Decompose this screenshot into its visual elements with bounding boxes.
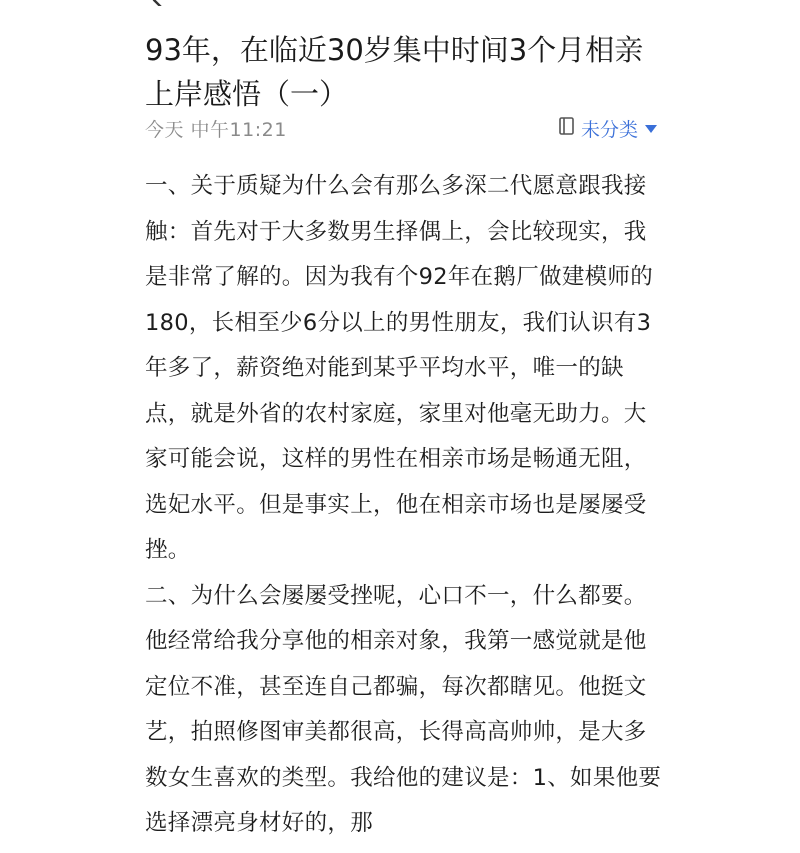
back-arrow-icon[interactable] (146, 0, 168, 6)
note-title: 93年，在临近30岁集中时间3个月相亲上岸感悟（一） (145, 33, 644, 111)
note-paragraph: 二、为什么会屡屡受挫呢，心口不一，什么都要。他经常给我分享他的相亲对象，我第一感觉就是他定位不准，甚至连自己都骗，每次都瞎见。他挺文艺，拍照修图审美都很高，长得高高帅帅，是大多数女生喜欢的类型。我给他的建议是：1、如果他要选择漂亮身材好的，那 (145, 582, 662, 836)
notebook-icon (558, 116, 576, 140)
note-body[interactable] (145, 164, 665, 847)
note-meta (145, 114, 657, 142)
category-selector[interactable] (558, 115, 657, 142)
note-paragraph: 一、关于质疑为什么会有那么多深二代愿意跟我接触：首先对于大多数男生择偶上，会比较现实，我是非常了解的。因为我有个92年在鹅厂做建模师的180，长相至少6分以上的男性朋友，我们认识有3年多了，薪资绝对能到某乎平均水平，唯一的缺点，就是外省的农村家庭，家里对他毫无助力。大家可能会说，这样的男性在相亲市场是畅通无阻，选妃水平。但是事实上，他在相亲市场也是屡屡受挫。 (145, 173, 654, 563)
chevron-down-icon (645, 125, 657, 133)
note-timestamp: 今天 中午11:21 (145, 118, 287, 141)
category-label: 未分类 (580, 118, 638, 141)
